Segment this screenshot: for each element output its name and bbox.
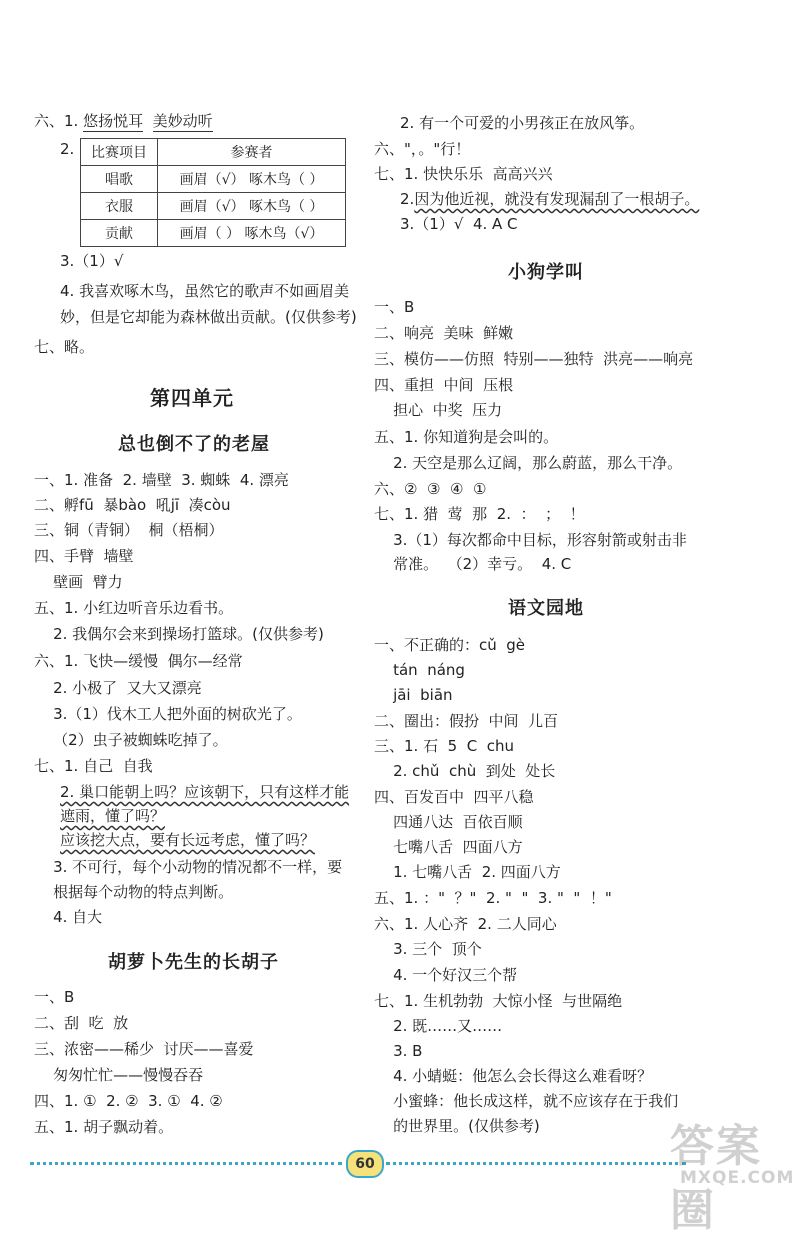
footer-dotted-rule-left	[30, 1162, 342, 1165]
underlined-answer: 应该挖大点，要有长远考虑，懂了吗？	[60, 831, 316, 849]
list-item: 一、B	[374, 298, 415, 316]
list-item: 五、1. 你知道狗是会叫的。	[374, 428, 559, 446]
list-item: 3. 三个 顶个	[374, 940, 482, 958]
list-item: 3. B	[374, 1042, 423, 1060]
list-item: 4. 自大	[34, 908, 103, 926]
answer-6-3: 3.（1）√	[60, 252, 124, 270]
list-item: 五、1. ：" ？" 2. " " 3. " " ！"	[374, 889, 612, 907]
answer-6-1: 六、1. 悠扬悦耳 美妙动听	[34, 112, 213, 130]
answer-6-4a: 4. 我喜欢啄木鸟，虽然它的歌声不如画眉美	[60, 282, 350, 300]
list-item: 3.（1）伐木工人把外面的树砍光了。	[34, 705, 302, 723]
page-number: 60	[346, 1150, 384, 1178]
list-item: 担心 中奖 压力	[374, 401, 503, 419]
list-item: 3. 不可行，每个小动物的情况都不一样，要	[34, 858, 343, 876]
list-item: 1. 七嘴八舌 2. 四面八方	[374, 863, 561, 881]
watermark-logo	[650, 1110, 800, 1236]
list-item: 七、1. 猎 莺 那 2. ： ； ！	[374, 505, 585, 523]
watermark-text: 答案圈	[670, 1121, 762, 1236]
list-item: 常准。 （2）幸亏。 4. C	[374, 555, 572, 573]
list-item: 二、孵fū 暴bào 吼jī 凑còu	[34, 496, 231, 514]
section-title-puppy: 小狗学叫	[508, 262, 584, 283]
list-item: 壁画 臂力	[34, 573, 123, 591]
list-item: 二、圈出：假扮 中间 儿百	[374, 712, 559, 730]
list-item: 三、铜（青铜） 桐（梧桐）	[34, 521, 224, 539]
list-item: 的世界里。(仅供参考)	[374, 1117, 540, 1135]
list-item: 五、1. 胡子飘动着。	[34, 1118, 174, 1136]
list-item: 匆匆忙忙——慢慢吞吞	[34, 1066, 204, 1084]
footer-dotted-rule-right	[386, 1162, 686, 1165]
list-item: 六、② ③ ④ ①	[374, 480, 487, 498]
list-item: 2. 小极了 又大又漂亮	[34, 679, 202, 697]
list-item: 4. 小蜻蜓：他怎么会长得这么难看呀？	[374, 1067, 653, 1085]
list-item: 五、1. 小红边听音乐边看书。	[34, 599, 234, 617]
watermark-url: MXQE.COM	[680, 1168, 795, 1188]
list-item: 七、1. 生机勃勃 大惊小怪 与世隔绝	[374, 992, 623, 1010]
underlined-answer: 2. 巢口能朝上吗？应该朝下，只有这样才能	[60, 783, 350, 801]
list-item: 一、不正确的：cǔ gè	[374, 636, 526, 654]
list-item: 六、"，。"行！	[374, 140, 471, 158]
list-item: tán náng	[374, 661, 465, 679]
answer-7: 七、略。	[34, 338, 95, 356]
underlined-answer: 2.因为他近视，就没有发现漏刮了一根胡子。	[400, 190, 700, 208]
table-row: 唱歌 画眉（√） 啄木鸟（ ）	[81, 166, 346, 193]
list-item: 3.（1）每次都命中目标，形容射箭或射击非	[374, 531, 687, 549]
underlined-answer: 遮雨，懂了吗？	[60, 807, 166, 825]
unit-title: 第四单元	[150, 386, 234, 410]
list-item: 二、刮 吃 放	[34, 1014, 129, 1032]
list-item: 小蜜蜂：他长成这样，就不应该存在于我们	[374, 1092, 679, 1110]
table-header: 参赛者	[158, 139, 346, 166]
list-item: jāi biān	[374, 686, 453, 704]
list-item: 三、1. 石 5 C chu	[374, 737, 514, 755]
list-item: （2）虫子被蜘蛛吃掉了。	[34, 731, 228, 749]
section-title-old-house: 总也倒不了的老屋	[118, 434, 270, 455]
list-item: 三、模仿——仿照 特别——独特 洪亮——响亮	[374, 350, 694, 368]
answer-6-2-label: 2.	[60, 140, 75, 158]
list-item: 一、B	[34, 988, 75, 1006]
answer-6-4b: 妙，但是它却能为森林做出贡献。(仅供参考)	[60, 308, 357, 326]
list-item: 四通八达 百依百顺	[374, 813, 523, 831]
list-item: 四、重担 中间 压根	[374, 376, 514, 394]
section-title-carrot: 胡萝卜先生的长胡子	[108, 952, 279, 973]
section-title-garden: 语文园地	[508, 598, 584, 619]
table-header: 比赛项目	[81, 139, 158, 166]
list-item: 三、浓密——稀少 讨厌——喜爱	[34, 1040, 254, 1058]
list-item: 3.（1）√ 4. A C	[400, 215, 518, 233]
list-item: 六、1. 飞快—缓慢 偶尔—经常	[34, 652, 243, 670]
table-row: 衣服 画眉（√） 啄木鸟（ ）	[81, 193, 346, 220]
table-row: 贡献 画眉（ ） 啄木鸟（√）	[81, 220, 346, 247]
competition-table	[80, 138, 346, 247]
list-item: 四、手臂 墙壁	[34, 547, 134, 565]
list-item: 六、1. 人心齐 2. 二人同心	[374, 915, 557, 933]
list-item: 四、1. ① 2. ② 3. ① 4. ②	[34, 1092, 223, 1110]
list-item: 七嘴八舌 四面八方	[374, 838, 523, 856]
list-item: 4. 一个好汉三个帮	[374, 966, 518, 984]
list-item: 四、百发百中 四平八稳	[374, 788, 534, 806]
list-item: 七、1. 快快乐乐 高高兴兴	[374, 165, 553, 183]
list-item: 一、1. 准备 2. 墙壁 3. 蜘蛛 4. 漂亮	[34, 471, 289, 489]
list-item: 2. 我偶尔会来到操场打篮球。(仅供参考)	[34, 625, 324, 643]
list-item: 2. chǔ chù 到处 处长	[374, 762, 556, 780]
list-item: 2. 有一个可爱的小男孩正在放风筝。	[400, 114, 645, 132]
list-item: 2. 天空是那么辽阔，那么蔚蓝，那么干净。	[374, 454, 683, 472]
list-item: 根据每个动物的特点判断。	[34, 883, 234, 901]
list-item: 七、1. 自己 自我	[34, 757, 153, 775]
list-item: 2. 既……又……	[374, 1017, 503, 1035]
list-item: 二、响亮 美味 鲜嫩	[374, 324, 514, 342]
